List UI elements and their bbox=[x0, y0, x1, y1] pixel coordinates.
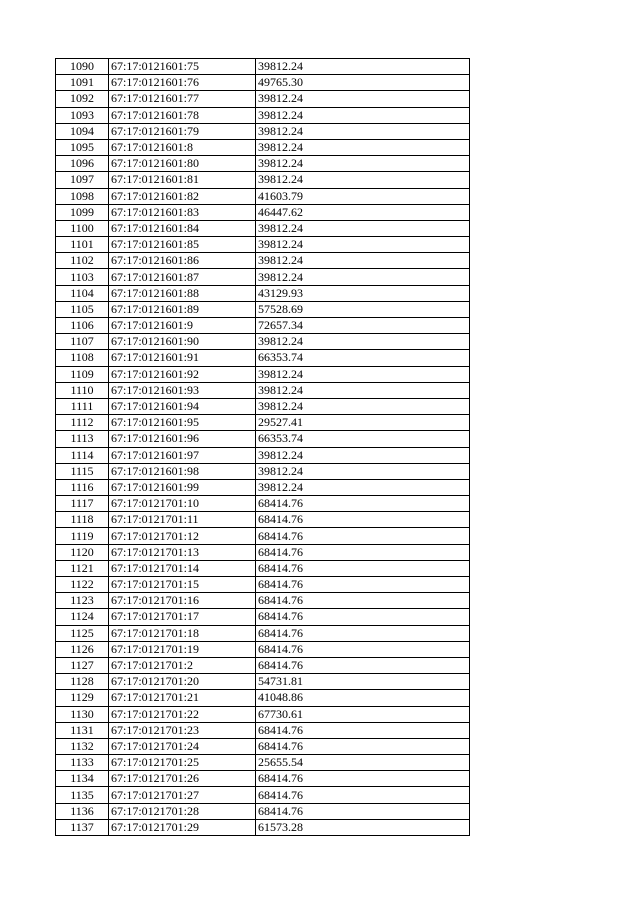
table-row bbox=[56, 204, 470, 220]
cadastral-number-cell: 67:17:0121601:82 bbox=[109, 188, 256, 204]
value-cell: 39812.24 bbox=[256, 59, 470, 75]
cadastral-number-cell: 67:17:0121601:80 bbox=[109, 156, 256, 172]
table-row bbox=[56, 318, 470, 334]
value-cell: 25655.54 bbox=[256, 755, 470, 771]
table-row bbox=[56, 188, 470, 204]
table-row bbox=[56, 738, 470, 754]
value-cell: 68414.76 bbox=[256, 738, 470, 754]
value-cell: 39812.24 bbox=[256, 382, 470, 398]
value-cell: 29527.41 bbox=[256, 415, 470, 431]
table-row bbox=[56, 755, 470, 771]
value-cell: 39812.24 bbox=[256, 172, 470, 188]
table-row bbox=[56, 463, 470, 479]
cadastral-number-cell: 67:17:0121601:75 bbox=[109, 59, 256, 75]
cadastral-number-cell: 67:17:0121701:15 bbox=[109, 577, 256, 593]
row-number-cell: 1093 bbox=[56, 107, 109, 123]
value-cell: 54731.81 bbox=[256, 674, 470, 690]
cadastral-number-cell: 67:17:0121601:94 bbox=[109, 398, 256, 414]
table-row bbox=[56, 528, 470, 544]
table-row bbox=[56, 172, 470, 188]
row-number-cell: 1122 bbox=[56, 577, 109, 593]
table-row bbox=[56, 301, 470, 317]
value-cell: 61573.28 bbox=[256, 819, 470, 835]
value-cell: 41603.79 bbox=[256, 188, 470, 204]
table-row bbox=[56, 496, 470, 512]
row-number-cell: 1126 bbox=[56, 641, 109, 657]
table-row bbox=[56, 690, 470, 706]
cadastral-number-cell: 67:17:0121601:81 bbox=[109, 172, 256, 188]
table-row bbox=[56, 560, 470, 576]
row-number-cell: 1128 bbox=[56, 674, 109, 690]
row-number-cell: 1131 bbox=[56, 722, 109, 738]
value-cell: 43129.93 bbox=[256, 285, 470, 301]
table-row bbox=[56, 657, 470, 673]
row-number-cell: 1125 bbox=[56, 625, 109, 641]
value-cell: 68414.76 bbox=[256, 641, 470, 657]
table-body bbox=[56, 59, 470, 836]
value-cell: 66353.74 bbox=[256, 350, 470, 366]
row-number-cell: 1121 bbox=[56, 560, 109, 576]
value-cell: 39812.24 bbox=[256, 156, 470, 172]
table-row bbox=[56, 75, 470, 91]
cadastral-number-cell: 67:17:0121601:93 bbox=[109, 382, 256, 398]
table-row bbox=[56, 269, 470, 285]
value-cell: 68414.76 bbox=[256, 803, 470, 819]
cadastral-number-cell: 67:17:0121701:13 bbox=[109, 544, 256, 560]
row-number-cell: 1117 bbox=[56, 496, 109, 512]
value-cell: 68414.76 bbox=[256, 787, 470, 803]
row-number-cell: 1129 bbox=[56, 690, 109, 706]
row-number-cell: 1134 bbox=[56, 771, 109, 787]
row-number-cell: 1100 bbox=[56, 220, 109, 236]
cadastral-number-cell: 67:17:0121601:78 bbox=[109, 107, 256, 123]
cadastral-number-cell: 67:17:0121601:90 bbox=[109, 334, 256, 350]
table-row bbox=[56, 625, 470, 641]
value-cell: 68414.76 bbox=[256, 771, 470, 787]
row-number-cell: 1112 bbox=[56, 415, 109, 431]
value-cell: 49765.30 bbox=[256, 75, 470, 91]
cadastral-number-cell: 67:17:0121601:89 bbox=[109, 301, 256, 317]
table-row bbox=[56, 787, 470, 803]
table-row bbox=[56, 107, 470, 123]
table-row bbox=[56, 350, 470, 366]
cadastral-number-cell: 67:17:0121601:87 bbox=[109, 269, 256, 285]
row-number-cell: 1091 bbox=[56, 75, 109, 91]
table-row bbox=[56, 431, 470, 447]
cadastral-number-cell: 67:17:0121701:27 bbox=[109, 787, 256, 803]
table-row bbox=[56, 771, 470, 787]
cadastral-number-cell: 67:17:0121601:92 bbox=[109, 366, 256, 382]
cadastral-number-cell: 67:17:0121601:9 bbox=[109, 318, 256, 334]
value-cell: 46447.62 bbox=[256, 204, 470, 220]
value-cell: 39812.24 bbox=[256, 253, 470, 269]
table-row bbox=[56, 447, 470, 463]
row-number-cell: 1124 bbox=[56, 609, 109, 625]
table-row bbox=[56, 415, 470, 431]
row-number-cell: 1110 bbox=[56, 382, 109, 398]
value-cell: 39812.24 bbox=[256, 91, 470, 107]
value-cell: 68414.76 bbox=[256, 722, 470, 738]
row-number-cell: 1135 bbox=[56, 787, 109, 803]
row-number-cell: 1103 bbox=[56, 269, 109, 285]
table-row bbox=[56, 641, 470, 657]
value-cell: 39812.24 bbox=[256, 334, 470, 350]
table-row bbox=[56, 819, 470, 835]
value-cell: 68414.76 bbox=[256, 560, 470, 576]
cadastral-number-cell: 67:17:0121701:29 bbox=[109, 819, 256, 835]
value-cell: 39812.24 bbox=[256, 237, 470, 253]
value-cell: 68414.76 bbox=[256, 593, 470, 609]
table-row bbox=[56, 722, 470, 738]
cadastral-number-cell: 67:17:0121601:77 bbox=[109, 91, 256, 107]
table-row bbox=[56, 544, 470, 560]
value-cell: 68414.76 bbox=[256, 625, 470, 641]
cadastral-number-cell: 67:17:0121601:84 bbox=[109, 220, 256, 236]
table-row bbox=[56, 593, 470, 609]
cadastral-number-cell: 67:17:0121601:8 bbox=[109, 139, 256, 155]
value-cell: 39812.24 bbox=[256, 139, 470, 155]
value-cell: 39812.24 bbox=[256, 366, 470, 382]
data-table bbox=[55, 58, 470, 836]
value-cell: 68414.76 bbox=[256, 496, 470, 512]
cadastral-number-cell: 67:17:0121601:95 bbox=[109, 415, 256, 431]
row-number-cell: 1127 bbox=[56, 657, 109, 673]
cadastral-number-cell: 67:17:0121701:22 bbox=[109, 706, 256, 722]
table-row bbox=[56, 382, 470, 398]
cadastral-number-cell: 67:17:0121601:76 bbox=[109, 75, 256, 91]
cadastral-number-cell: 67:17:0121601:86 bbox=[109, 253, 256, 269]
row-number-cell: 1105 bbox=[56, 301, 109, 317]
value-cell: 72657.34 bbox=[256, 318, 470, 334]
table-row bbox=[56, 609, 470, 625]
value-cell: 39812.24 bbox=[256, 463, 470, 479]
cadastral-number-cell: 67:17:0121701:28 bbox=[109, 803, 256, 819]
cadastral-number-cell: 67:17:0121601:96 bbox=[109, 431, 256, 447]
cadastral-number-cell: 67:17:0121701:12 bbox=[109, 528, 256, 544]
value-cell: 57528.69 bbox=[256, 301, 470, 317]
cadastral-number-cell: 67:17:0121601:79 bbox=[109, 123, 256, 139]
value-cell: 39812.24 bbox=[256, 107, 470, 123]
row-number-cell: 1108 bbox=[56, 350, 109, 366]
table-row bbox=[56, 674, 470, 690]
value-cell: 68414.76 bbox=[256, 609, 470, 625]
cadastral-number-cell: 67:17:0121701:24 bbox=[109, 738, 256, 754]
row-number-cell: 1095 bbox=[56, 139, 109, 155]
value-cell: 39812.24 bbox=[256, 220, 470, 236]
table-row bbox=[56, 334, 470, 350]
table-row bbox=[56, 706, 470, 722]
table-row bbox=[56, 398, 470, 414]
row-number-cell: 1123 bbox=[56, 593, 109, 609]
row-number-cell: 1097 bbox=[56, 172, 109, 188]
cadastral-number-cell: 67:17:0121601:97 bbox=[109, 447, 256, 463]
row-number-cell: 1132 bbox=[56, 738, 109, 754]
table-row bbox=[56, 237, 470, 253]
value-cell: 68414.76 bbox=[256, 512, 470, 528]
value-cell: 39812.24 bbox=[256, 123, 470, 139]
cadastral-number-cell: 67:17:0121701:17 bbox=[109, 609, 256, 625]
cadastral-number-cell: 67:17:0121701:26 bbox=[109, 771, 256, 787]
cadastral-number-cell: 67:17:0121601:99 bbox=[109, 479, 256, 495]
value-cell: 39812.24 bbox=[256, 447, 470, 463]
row-number-cell: 1101 bbox=[56, 237, 109, 253]
table-row bbox=[56, 253, 470, 269]
cadastral-number-cell: 67:17:0121701:21 bbox=[109, 690, 256, 706]
value-cell: 39812.24 bbox=[256, 479, 470, 495]
row-number-cell: 1098 bbox=[56, 188, 109, 204]
cadastral-number-cell: 67:17:0121701:18 bbox=[109, 625, 256, 641]
value-cell: 68414.76 bbox=[256, 657, 470, 673]
table-row bbox=[56, 285, 470, 301]
value-cell: 67730.61 bbox=[256, 706, 470, 722]
row-number-cell: 1094 bbox=[56, 123, 109, 139]
value-cell: 39812.24 bbox=[256, 269, 470, 285]
cadastral-number-cell: 67:17:0121601:85 bbox=[109, 237, 256, 253]
table-row bbox=[56, 139, 470, 155]
table-row bbox=[56, 512, 470, 528]
cadastral-number-cell: 67:17:0121701:19 bbox=[109, 641, 256, 657]
row-number-cell: 1106 bbox=[56, 318, 109, 334]
row-number-cell: 1113 bbox=[56, 431, 109, 447]
row-number-cell: 1116 bbox=[56, 479, 109, 495]
row-number-cell: 1115 bbox=[56, 463, 109, 479]
table-row bbox=[56, 59, 470, 75]
cadastral-number-cell: 67:17:0121701:14 bbox=[109, 560, 256, 576]
row-number-cell: 1130 bbox=[56, 706, 109, 722]
cadastral-number-cell: 67:17:0121701:23 bbox=[109, 722, 256, 738]
row-number-cell: 1090 bbox=[56, 59, 109, 75]
cadastral-number-cell: 67:17:0121701:16 bbox=[109, 593, 256, 609]
row-number-cell: 1114 bbox=[56, 447, 109, 463]
cadastral-number-cell: 67:17:0121601:83 bbox=[109, 204, 256, 220]
row-number-cell: 1099 bbox=[56, 204, 109, 220]
table-row bbox=[56, 577, 470, 593]
cadastral-number-cell: 67:17:0121701:2 bbox=[109, 657, 256, 673]
value-cell: 39812.24 bbox=[256, 398, 470, 414]
table-row bbox=[56, 479, 470, 495]
value-cell: 66353.74 bbox=[256, 431, 470, 447]
cadastral-number-cell: 67:17:0121601:88 bbox=[109, 285, 256, 301]
row-number-cell: 1137 bbox=[56, 819, 109, 835]
row-number-cell: 1104 bbox=[56, 285, 109, 301]
row-number-cell: 1136 bbox=[56, 803, 109, 819]
value-cell: 68414.76 bbox=[256, 577, 470, 593]
row-number-cell: 1119 bbox=[56, 528, 109, 544]
cadastral-number-cell: 67:17:0121701:10 bbox=[109, 496, 256, 512]
table-row bbox=[56, 123, 470, 139]
cadastral-number-cell: 67:17:0121601:91 bbox=[109, 350, 256, 366]
value-cell: 68414.76 bbox=[256, 544, 470, 560]
table-row bbox=[56, 156, 470, 172]
row-number-cell: 1096 bbox=[56, 156, 109, 172]
row-number-cell: 1109 bbox=[56, 366, 109, 382]
table-row bbox=[56, 91, 470, 107]
row-number-cell: 1107 bbox=[56, 334, 109, 350]
table-row bbox=[56, 803, 470, 819]
row-number-cell: 1118 bbox=[56, 512, 109, 528]
row-number-cell: 1120 bbox=[56, 544, 109, 560]
cadastral-number-cell: 67:17:0121701:11 bbox=[109, 512, 256, 528]
table-row bbox=[56, 366, 470, 382]
row-number-cell: 1102 bbox=[56, 253, 109, 269]
row-number-cell: 1111 bbox=[56, 398, 109, 414]
row-number-cell: 1133 bbox=[56, 755, 109, 771]
value-cell: 68414.76 bbox=[256, 528, 470, 544]
cadastral-number-cell: 67:17:0121701:25 bbox=[109, 755, 256, 771]
table-row bbox=[56, 220, 470, 236]
cadastral-number-cell: 67:17:0121601:98 bbox=[109, 463, 256, 479]
value-cell: 41048.86 bbox=[256, 690, 470, 706]
cadastral-number-cell: 67:17:0121701:20 bbox=[109, 674, 256, 690]
row-number-cell: 1092 bbox=[56, 91, 109, 107]
